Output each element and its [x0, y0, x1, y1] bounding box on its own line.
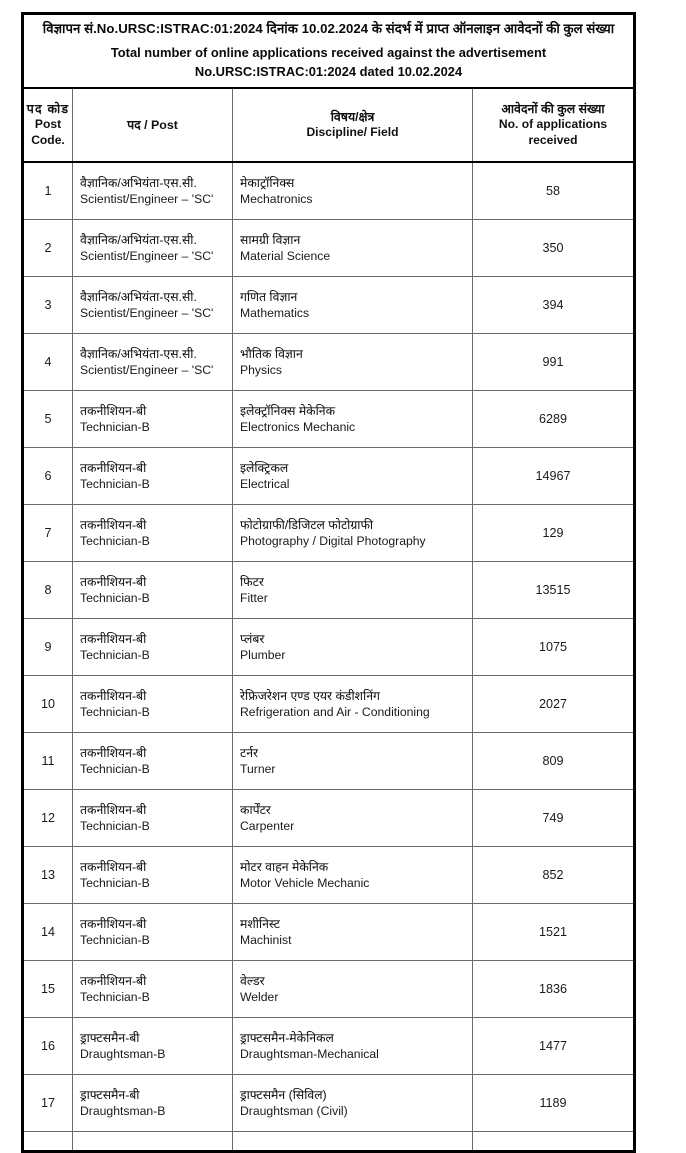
cell-post-english: Technician-B [80, 420, 150, 435]
cell-post-english: Technician-B [80, 648, 150, 663]
document-title-english [24, 44, 633, 81]
cell-discipline [233, 847, 473, 904]
cell-discipline-hindi: कार्पेंटर [240, 802, 271, 817]
cell-post [73, 676, 233, 733]
document-title-cell [23, 14, 635, 89]
cell-discipline-english: Electrical [240, 477, 290, 492]
column-header-row [23, 88, 635, 162]
table-row [23, 847, 635, 904]
cell-discipline-english: Draughtsman (Civil) [240, 1104, 348, 1119]
cell-discipline [233, 1075, 473, 1132]
column-header-applications-hindi: आवेदनों की कुल संख्या [501, 102, 605, 117]
cell-post-code: 2 [23, 220, 73, 277]
cell-post [73, 790, 233, 847]
cell-applications-count: 991 [473, 334, 635, 391]
cell-applications-count: 58 [473, 162, 635, 220]
column-header-post-code [23, 88, 73, 162]
table-row [23, 162, 635, 220]
cell-post [73, 562, 233, 619]
table-row [23, 961, 635, 1018]
table-row [23, 676, 635, 733]
cell-post-hindi: तकनीशियन-बी [80, 973, 147, 988]
column-header-discipline [233, 88, 473, 162]
cell-applications-count: 852 [473, 847, 635, 904]
cell-post-english: Technician-B [80, 933, 150, 948]
cell-discipline-hindi: फिटर [240, 574, 264, 589]
cell-post-code: 11 [23, 733, 73, 790]
cell-post-english: Scientist/Engineer – 'SC' [80, 363, 214, 378]
cell-post [73, 334, 233, 391]
cell-discipline-english: Photography / Digital Photography [240, 534, 426, 549]
cell-post-code: 3 [23, 277, 73, 334]
cell-post-hindi: वैज्ञानिक/अभियंता-एस.सी. [80, 346, 197, 361]
cell-post-code: 6 [23, 448, 73, 505]
cell-applications-count: 1189 [473, 1075, 635, 1132]
cell-discipline-hindi: मोटर वाहन मेकेनिक [240, 859, 329, 874]
cell-post-code: 17 [23, 1075, 73, 1132]
cell-post [73, 847, 233, 904]
cell-post-english: Technician-B [80, 534, 150, 549]
cell-discipline-hindi: इलेक्ट्रॉनिक्स मेकेनिक [240, 403, 336, 418]
cell-post-hindi: तकनीशियन-बी [80, 631, 147, 646]
table-row [23, 391, 635, 448]
cell-post-hindi: तकनीशियन-बी [80, 688, 147, 703]
table-row [23, 505, 635, 562]
cell-discipline-english: Plumber [240, 648, 286, 663]
cell-applications-count: 1836 [473, 961, 635, 1018]
cell-post-english: Technician-B [80, 477, 150, 492]
table-body [23, 162, 635, 1152]
cell-discipline [233, 619, 473, 676]
cell-post [73, 220, 233, 277]
table-row [23, 562, 635, 619]
cell-post [73, 1018, 233, 1075]
cell-applications-count: 2027 [473, 676, 635, 733]
cell-post [73, 619, 233, 676]
cell-post-code: 12 [23, 790, 73, 847]
cell-post-code: 14 [23, 904, 73, 961]
cell-post [73, 1075, 233, 1132]
cell-post [73, 904, 233, 961]
cell-post-hindi: वैज्ञानिक/अभियंता-एस.सी. [80, 232, 197, 247]
cell-post-hindi: वैज्ञानिक/अभियंता-एस.सी. [80, 175, 197, 190]
table-row [23, 220, 635, 277]
cell-discipline [233, 162, 473, 220]
cell-discipline-hindi: मशीनिस्ट [240, 916, 280, 931]
table-row [23, 733, 635, 790]
cell-discipline-english: Mathematics [240, 306, 310, 321]
cell-post-english: Technician-B [80, 819, 150, 834]
cell-post [73, 505, 233, 562]
table-row [23, 1075, 635, 1132]
cell-post-hindi: ड्राफ्टसमैन-बी [80, 1030, 140, 1045]
cell-post [73, 391, 233, 448]
cell-discipline [233, 790, 473, 847]
cell-post-english: Technician-B [80, 591, 150, 606]
cell-post-code: 13 [23, 847, 73, 904]
cell-post-code: 9 [23, 619, 73, 676]
cell-discipline [233, 904, 473, 961]
table-row [23, 277, 635, 334]
column-header-applications [473, 88, 635, 162]
cell-post-english: Scientist/Engineer – 'SC' [80, 306, 214, 321]
cell-empty [23, 1132, 73, 1152]
cell-applications-count: 394 [473, 277, 635, 334]
cell-post-hindi: तकनीशियन-बी [80, 517, 147, 532]
cell-discipline [233, 562, 473, 619]
cell-discipline-english: Fitter [240, 591, 268, 606]
cell-discipline [233, 391, 473, 448]
column-header-applications-english: No. of applications received [498, 117, 608, 148]
cell-discipline [233, 676, 473, 733]
cell-post-code: 4 [23, 334, 73, 391]
table-head [23, 14, 635, 163]
cell-post-english: Scientist/Engineer – 'SC' [80, 192, 214, 207]
column-header-post-label: पद / Post [127, 118, 178, 132]
cell-post-code: 5 [23, 391, 73, 448]
column-header-discipline-hindi: विषय/क्षेत्र [330, 110, 375, 125]
cell-discipline-hindi: ड्राफ्टसमैन-मेकेनिकल [240, 1030, 334, 1045]
cell-empty [73, 1132, 233, 1152]
cell-post-code: 10 [23, 676, 73, 733]
cell-discipline-english: Motor Vehicle Mechanic [240, 876, 370, 891]
cell-empty [233, 1132, 473, 1152]
cell-applications-count: 809 [473, 733, 635, 790]
cell-post-code: 7 [23, 505, 73, 562]
cell-discipline-hindi: सामग्री विज्ञान [240, 232, 301, 247]
cell-discipline [233, 1018, 473, 1075]
cell-post [73, 733, 233, 790]
cell-empty [473, 1132, 635, 1152]
cell-discipline-english: Welder [240, 990, 279, 1005]
cell-applications-count: 1521 [473, 904, 635, 961]
cell-discipline-hindi: ड्राफ्टसमैन (सिविल) [240, 1087, 327, 1102]
cell-discipline-hindi: रेफ्रिजरेशन एण्ड एयर कंडीशनिंग [240, 688, 380, 703]
cell-discipline [233, 448, 473, 505]
column-header-post-code-english: Post Code. [31, 117, 65, 148]
cell-post [73, 277, 233, 334]
title-banner-row [23, 14, 635, 89]
document-title-english-line1: Total number of online applications received against the advertisement [110, 45, 547, 61]
cell-discipline-hindi: मेकाट्रॉनिक्स [240, 175, 295, 190]
document-title-hindi: विज्ञापन सं.No.URSC:ISTRAC:01:2024 दिनांक 10.02.2024 के संदर्भ में प्राप्त ऑनलाइन आवेदनों की कुल संख्या [42, 21, 615, 37]
table-row [23, 619, 635, 676]
cell-post-code: 16 [23, 1018, 73, 1075]
cell-discipline-hindi: गणित विज्ञान [240, 289, 298, 304]
cell-post-english: Technician-B [80, 876, 150, 891]
cell-applications-count: 14967 [473, 448, 635, 505]
table-row [23, 334, 635, 391]
cell-discipline-english: Carpenter [240, 819, 295, 834]
cell-applications-count: 6289 [473, 391, 635, 448]
cell-discipline-english: Electronics Mechanic [240, 420, 356, 435]
column-header-post [73, 88, 233, 162]
cell-post-english: Draughtsman-B [80, 1047, 166, 1062]
table-row [23, 904, 635, 961]
cell-discipline-hindi: भौतिक विज्ञान [240, 346, 303, 361]
applications-table [21, 12, 636, 1153]
cell-discipline [233, 505, 473, 562]
cell-applications-count: 129 [473, 505, 635, 562]
cell-discipline-english: Refrigeration and Air - Conditioning [240, 705, 430, 720]
cell-post-hindi: तकनीशियन-बी [80, 574, 147, 589]
cell-post-code: 8 [23, 562, 73, 619]
cell-post-hindi: वैज्ञानिक/अभियंता-एस.सी. [80, 289, 197, 304]
cell-post-hindi: तकनीशियन-बी [80, 859, 147, 874]
cell-post [73, 448, 233, 505]
table-row [23, 790, 635, 847]
cell-post-hindi: तकनीशियन-बी [80, 403, 147, 418]
cell-discipline [233, 220, 473, 277]
cell-post-code: 15 [23, 961, 73, 1018]
cell-discipline-english: Turner [240, 762, 276, 777]
cell-discipline-hindi: प्लंबर [240, 631, 265, 646]
cell-discipline-english: Machinist [240, 933, 292, 948]
cell-post [73, 162, 233, 220]
cell-post-english: Technician-B [80, 990, 150, 1005]
cell-post-english: Scientist/Engineer – 'SC' [80, 249, 214, 264]
cell-post [73, 961, 233, 1018]
cell-discipline-english: Material Science [240, 249, 331, 264]
cell-discipline-english: Draughtsman-Mechanical [240, 1047, 379, 1062]
column-header-post-code-hindi: पद कोड [26, 102, 70, 117]
cell-discipline-hindi: टर्नर [240, 745, 259, 760]
cell-applications-count: 13515 [473, 562, 635, 619]
cell-post-hindi: तकनीशियन-बी [80, 802, 147, 817]
cell-discipline [233, 961, 473, 1018]
cell-discipline-hindi: फोटोग्राफी/डिजिटल फोटोग्राफी [240, 517, 374, 532]
cell-post-hindi: तकनीशियन-बी [80, 460, 147, 475]
cell-post-english: Draughtsman-B [80, 1104, 166, 1119]
cell-applications-count: 1075 [473, 619, 635, 676]
cell-discipline-english: Mechatronics [240, 192, 313, 207]
cell-applications-count: 749 [473, 790, 635, 847]
cell-discipline [233, 277, 473, 334]
cell-discipline-english: Physics [240, 363, 282, 378]
cell-applications-count: 350 [473, 220, 635, 277]
cell-post-code: 1 [23, 162, 73, 220]
cell-applications-count: 1477 [473, 1018, 635, 1075]
cell-discipline [233, 733, 473, 790]
cell-post-english: Technician-B [80, 705, 150, 720]
table-row [23, 448, 635, 505]
cell-post-hindi: तकनीशियन-बी [80, 916, 147, 931]
document-title-english-line2: No.URSC:ISTRAC:01:2024 dated 10.02.2024 [194, 63, 463, 79]
column-header-discipline-english: Discipline/ Field [306, 125, 399, 140]
cell-post-hindi: ड्राफ्टसमैन-बी [80, 1087, 140, 1102]
cell-discipline-hindi: इलेक्ट्रिकल [240, 460, 289, 475]
cell-discipline [233, 334, 473, 391]
cell-post-english: Technician-B [80, 762, 150, 777]
cell-discipline-hindi: वेल्डर [240, 973, 265, 988]
table-row [23, 1018, 635, 1075]
cell-post-hindi: तकनीशियन-बी [80, 745, 147, 760]
table-row-partial [23, 1132, 635, 1152]
